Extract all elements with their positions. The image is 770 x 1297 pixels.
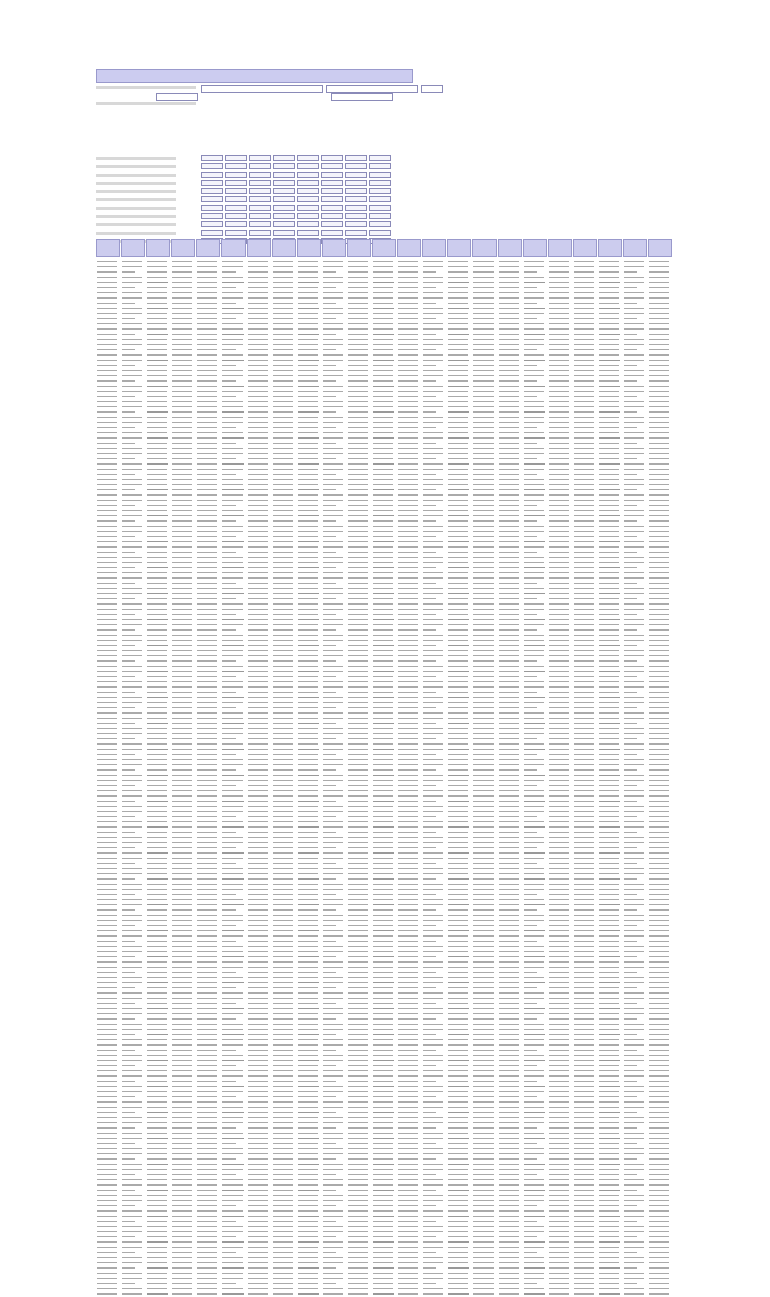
summary-cell[interactable]: [345, 213, 367, 219]
summary-cell[interactable]: [369, 188, 391, 194]
summary-cell[interactable]: [249, 230, 271, 236]
summary-cell[interactable]: [345, 230, 367, 236]
table-cell[interactable]: [171, 1291, 195, 1296]
summary-row: [96, 172, 406, 179]
table-cell[interactable]: [221, 1291, 245, 1296]
column-header: [171, 239, 195, 257]
table-cell[interactable]: [598, 1291, 622, 1296]
summary-label: [96, 157, 176, 160]
summary-cell[interactable]: [369, 180, 391, 186]
table-cell[interactable]: [146, 1291, 170, 1296]
table-cell[interactable]: [623, 1291, 647, 1296]
form-row: [96, 85, 576, 92]
table-row: [96, 1291, 672, 1296]
column-header: [623, 239, 647, 257]
column-header: [447, 239, 471, 257]
summary-block: [96, 155, 406, 246]
summary-cell[interactable]: [249, 188, 271, 194]
summary-cell[interactable]: [201, 221, 223, 227]
table-cell[interactable]: [523, 1291, 547, 1296]
summary-row: [96, 213, 406, 220]
column-header: [196, 239, 220, 257]
summary-cell[interactable]: [273, 163, 295, 169]
summary-cell[interactable]: [273, 155, 295, 161]
summary-cells: [201, 172, 391, 178]
summary-cell[interactable]: [201, 163, 223, 169]
summary-cells: [201, 205, 391, 211]
summary-cell[interactable]: [225, 196, 247, 202]
summary-cell[interactable]: [273, 196, 295, 202]
summary-cell[interactable]: [345, 205, 367, 211]
summary-label: [96, 198, 176, 201]
summary-cell[interactable]: [249, 180, 271, 186]
button[interactable]: [156, 93, 198, 101]
summary-label: [96, 215, 176, 218]
column-header: [422, 239, 446, 257]
column-header: [272, 239, 296, 257]
summary-cell[interactable]: [369, 230, 391, 236]
summary-cell[interactable]: [249, 196, 271, 202]
summary-cell[interactable]: [273, 188, 295, 194]
table-cell[interactable]: [322, 1291, 346, 1296]
summary-cell[interactable]: [225, 230, 247, 236]
summary-cell[interactable]: [225, 213, 247, 219]
summary-cell[interactable]: [249, 163, 271, 169]
summary-cell[interactable]: [369, 196, 391, 202]
table-cell[interactable]: [372, 1291, 396, 1296]
form-row: [96, 93, 576, 100]
summary-label: [96, 232, 176, 235]
summary-cell[interactable]: [297, 230, 319, 236]
summary-cell[interactable]: [321, 163, 343, 169]
summary-label: [96, 165, 176, 168]
summary-cell[interactable]: [225, 163, 247, 169]
summary-cell[interactable]: [345, 163, 367, 169]
summary-row: [96, 163, 406, 170]
text-field[interactable]: [326, 85, 418, 93]
summary-cell[interactable]: [225, 155, 247, 161]
summary-cell[interactable]: [297, 172, 319, 178]
summary-cell[interactable]: [369, 155, 391, 161]
summary-cells: [201, 221, 391, 227]
column-header-row: [96, 239, 672, 257]
summary-row: [96, 155, 406, 162]
summary-cell[interactable]: [225, 172, 247, 178]
summary-cell[interactable]: [369, 172, 391, 178]
summary-cell[interactable]: [297, 213, 319, 219]
summary-cell[interactable]: [345, 172, 367, 178]
data-table: [96, 259, 672, 1297]
summary-cell[interactable]: [225, 180, 247, 186]
summary-cell[interactable]: [345, 155, 367, 161]
summary-cell[interactable]: [201, 188, 223, 194]
summary-label: [96, 182, 176, 185]
summary-cell[interactable]: [249, 172, 271, 178]
summary-row: [96, 188, 406, 195]
summary-cell[interactable]: [297, 188, 319, 194]
summary-cells: [201, 188, 391, 194]
summary-cell[interactable]: [273, 180, 295, 186]
spreadsheet: [96, 69, 672, 971]
field-label: [96, 86, 196, 89]
summary-cell[interactable]: [297, 180, 319, 186]
summary-label: [96, 174, 176, 177]
column-header: [96, 239, 120, 257]
summary-cell[interactable]: [345, 196, 367, 202]
table-cell[interactable]: [498, 1291, 522, 1296]
form-row: [96, 101, 576, 108]
column-header: [322, 239, 346, 257]
summary-cell[interactable]: [345, 188, 367, 194]
summary-cell[interactable]: [321, 188, 343, 194]
summary-row: [96, 196, 406, 203]
column-header: [297, 239, 321, 257]
column-header: [598, 239, 622, 257]
table-cell[interactable]: [96, 1291, 120, 1296]
summary-cell[interactable]: [201, 155, 223, 161]
summary-label: [96, 207, 176, 210]
summary-cell[interactable]: [297, 221, 319, 227]
summary-cell[interactable]: [249, 221, 271, 227]
column-header: [397, 239, 421, 257]
table-cell[interactable]: [297, 1291, 321, 1296]
summary-cell[interactable]: [201, 172, 223, 178]
summary-label: [96, 190, 176, 193]
table-cell[interactable]: [472, 1291, 496, 1296]
column-header: [121, 239, 145, 257]
summary-cell[interactable]: [273, 205, 295, 211]
table-cell[interactable]: [548, 1291, 572, 1296]
field-label: [96, 102, 196, 105]
summary-cell[interactable]: [321, 180, 343, 186]
text-field[interactable]: [421, 85, 443, 93]
summary-cell[interactable]: [369, 163, 391, 169]
summary-cell[interactable]: [297, 155, 319, 161]
summary-cell[interactable]: [321, 221, 343, 227]
column-header: [146, 239, 170, 257]
summary-cell[interactable]: [321, 196, 343, 202]
column-header: [372, 239, 396, 257]
summary-cells: [201, 230, 391, 236]
column-header: [221, 239, 245, 257]
summary-row: [96, 221, 406, 228]
table-cell[interactable]: [272, 1291, 296, 1296]
summary-cell[interactable]: [297, 205, 319, 211]
summary-cell[interactable]: [225, 188, 247, 194]
column-header: [573, 239, 597, 257]
column-header: [498, 239, 522, 257]
table-cell[interactable]: [447, 1291, 471, 1296]
summary-cell[interactable]: [201, 230, 223, 236]
summary-cell[interactable]: [201, 205, 223, 211]
summary-cell[interactable]: [201, 213, 223, 219]
table-cell[interactable]: [121, 1291, 145, 1296]
table-cell[interactable]: [573, 1291, 597, 1296]
summary-cell[interactable]: [273, 221, 295, 227]
summary-cell[interactable]: [321, 205, 343, 211]
summary-cell[interactable]: [369, 205, 391, 211]
summary-row: [96, 230, 406, 237]
text-field[interactable]: [331, 93, 393, 101]
summary-cell[interactable]: [273, 213, 295, 219]
summary-row: [96, 205, 406, 212]
summary-label: [96, 223, 176, 226]
column-header: [347, 239, 371, 257]
column-header: [523, 239, 547, 257]
summary-cell[interactable]: [369, 221, 391, 227]
summary-cells: [201, 213, 391, 219]
summary-cell[interactable]: [249, 205, 271, 211]
summary-cells: [201, 180, 391, 186]
summary-cell[interactable]: [321, 155, 343, 161]
summary-cell[interactable]: [225, 221, 247, 227]
column-header: [648, 239, 672, 257]
summary-cell[interactable]: [201, 180, 223, 186]
summary-cells: [201, 163, 391, 169]
summary-cell[interactable]: [297, 196, 319, 202]
summary-cell[interactable]: [273, 230, 295, 236]
table-cell[interactable]: [422, 1291, 446, 1296]
column-header: [247, 239, 271, 257]
summary-cell[interactable]: [201, 196, 223, 202]
text-field[interactable]: [201, 85, 323, 93]
summary-cells: [201, 196, 391, 202]
table-cell[interactable]: [247, 1291, 271, 1296]
summary-row: [96, 180, 406, 187]
table-cell[interactable]: [347, 1291, 371, 1296]
summary-cell[interactable]: [321, 172, 343, 178]
table-cell[interactable]: [397, 1291, 421, 1296]
table-cell[interactable]: [196, 1291, 220, 1296]
table-cell[interactable]: [648, 1291, 672, 1296]
summary-cell[interactable]: [345, 221, 367, 227]
summary-cell[interactable]: [369, 213, 391, 219]
summary-cell[interactable]: [321, 230, 343, 236]
summary-cell[interactable]: [249, 155, 271, 161]
summary-cell[interactable]: [297, 163, 319, 169]
summary-cell[interactable]: [345, 180, 367, 186]
column-header: [472, 239, 496, 257]
column-header: [548, 239, 572, 257]
summary-cell[interactable]: [321, 213, 343, 219]
summary-cell[interactable]: [225, 205, 247, 211]
summary-cell[interactable]: [273, 172, 295, 178]
summary-cells: [201, 155, 391, 161]
summary-cell[interactable]: [249, 213, 271, 219]
instructions-banner: [96, 69, 413, 83]
